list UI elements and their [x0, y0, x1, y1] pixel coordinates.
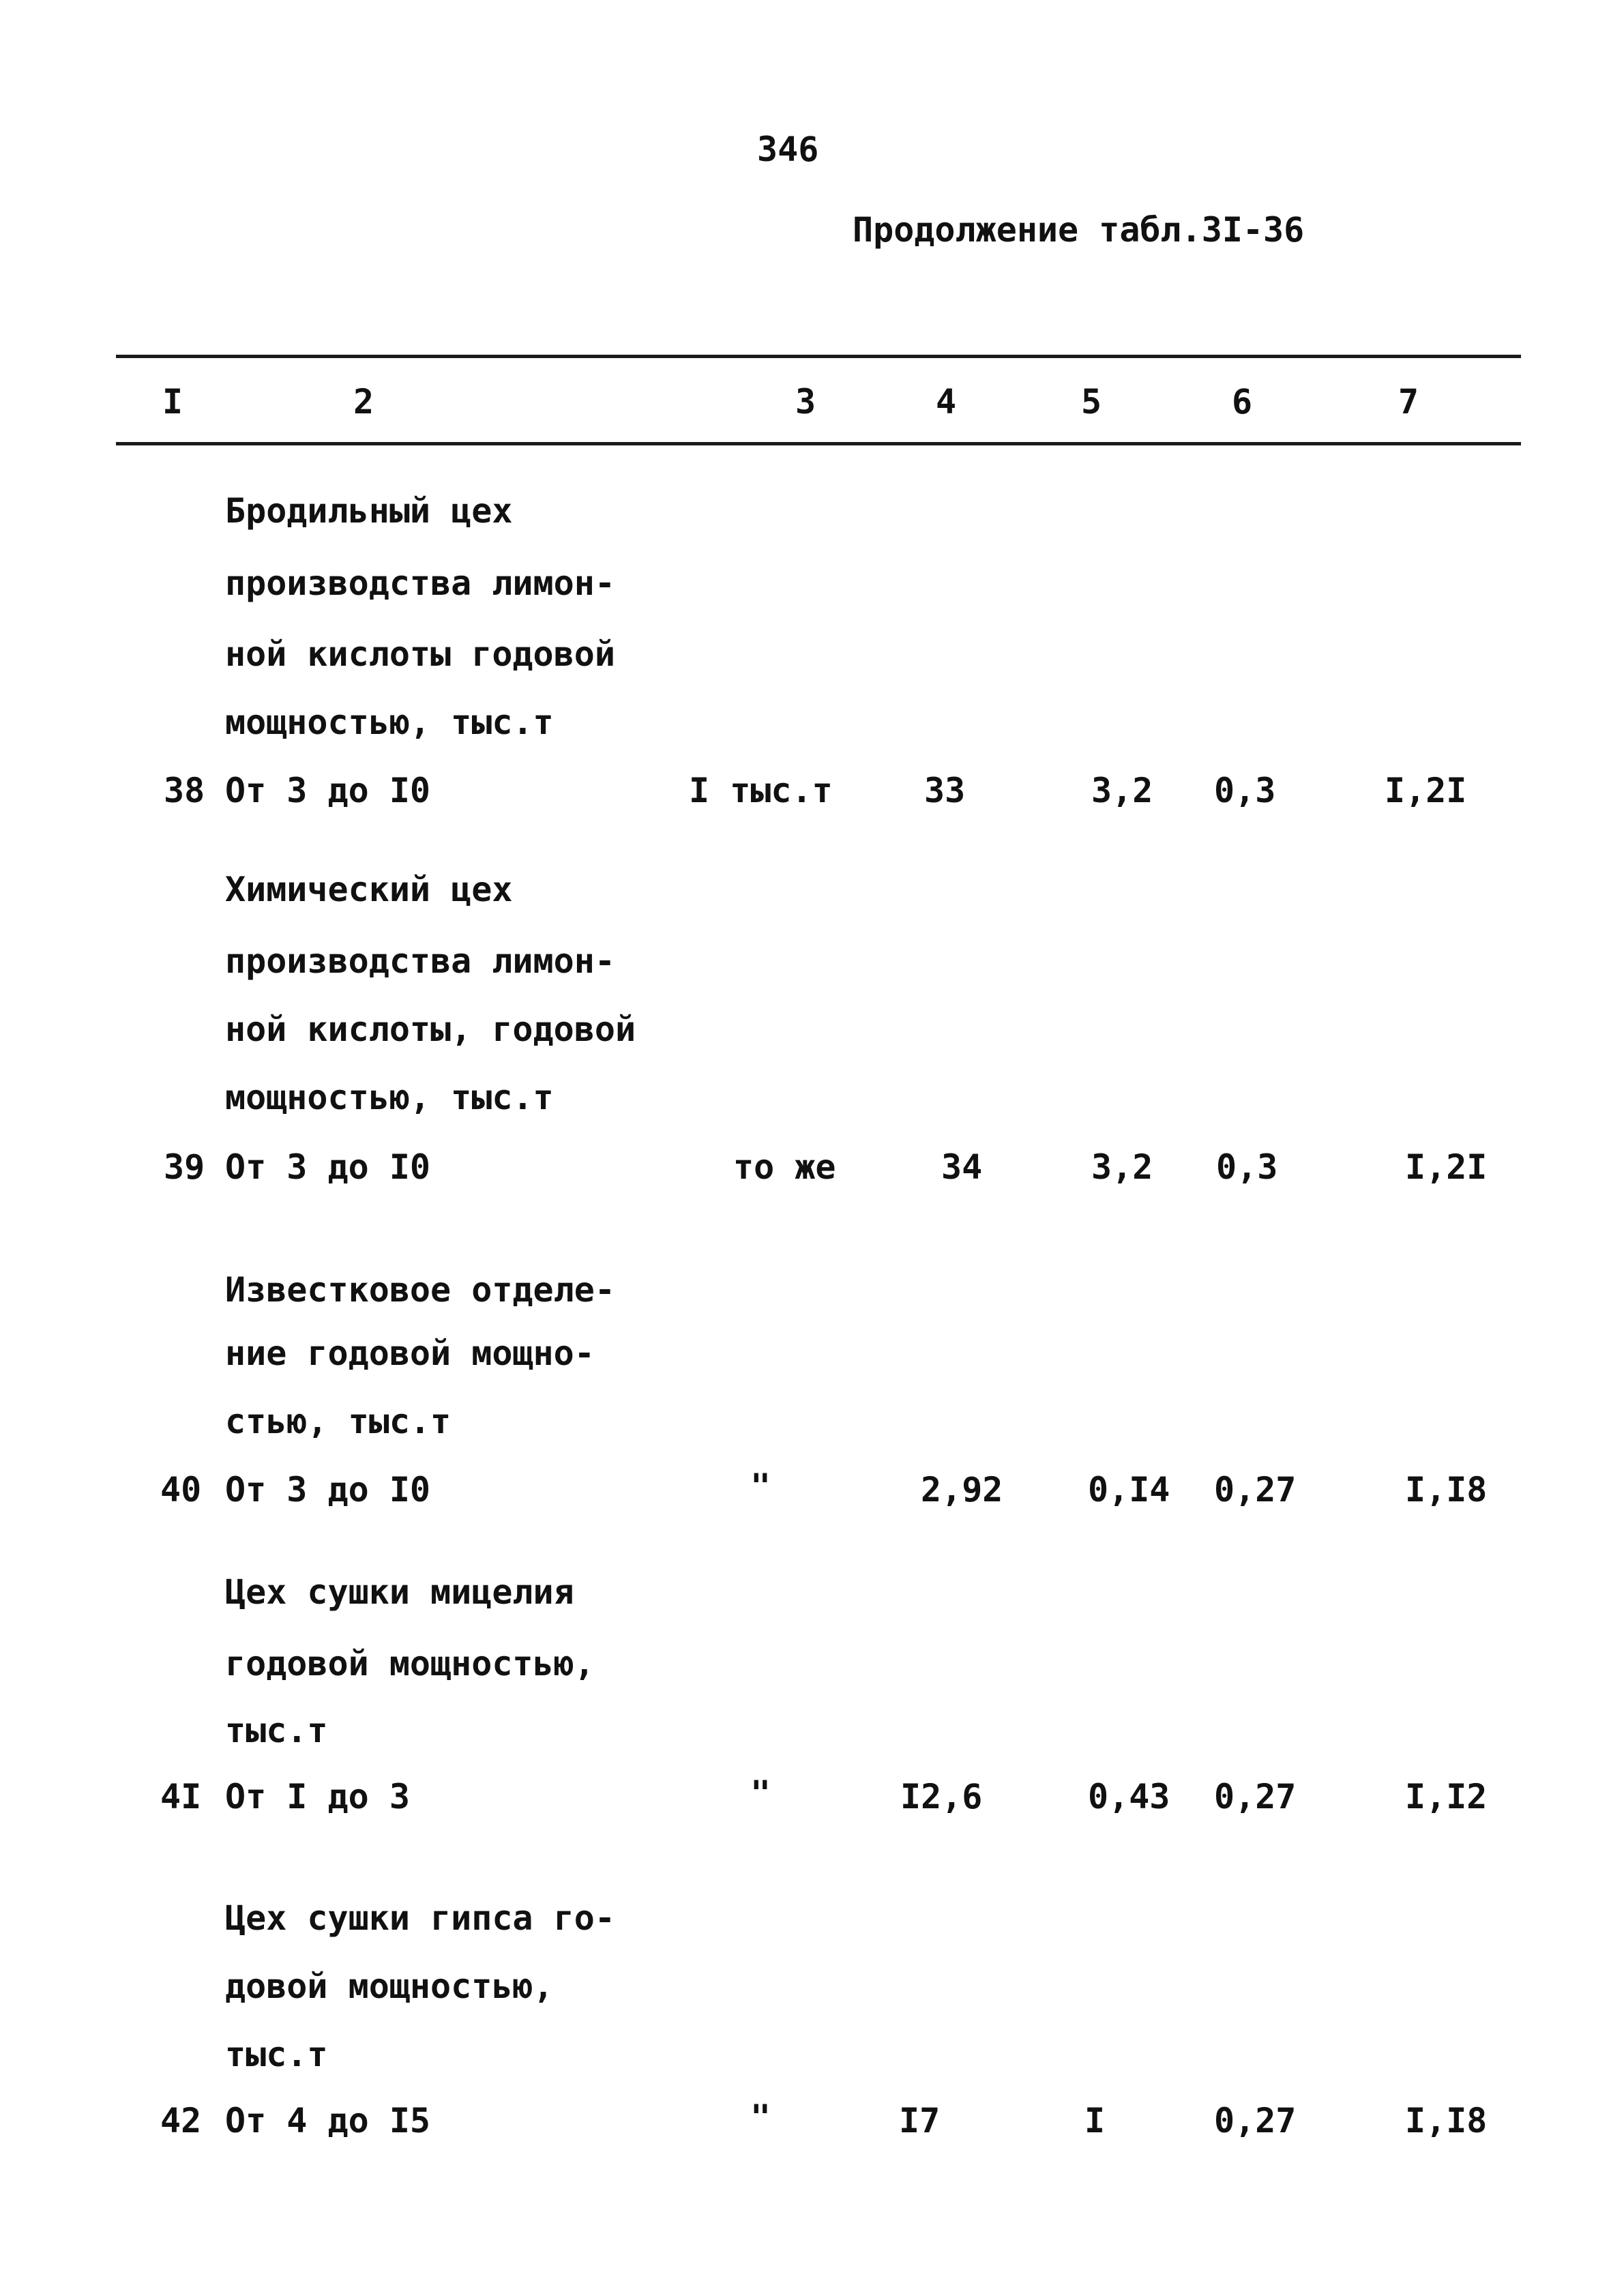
- row-col-4: I7: [899, 2101, 941, 2140]
- row-description-line: мощностью, тыс.т: [225, 1078, 554, 1117]
- row-description-line: Цех сушки гипса го-: [225, 1898, 615, 1938]
- row-col-7: I,I8: [1405, 1470, 1488, 1510]
- row-range: От I до 3: [225, 1777, 410, 1816]
- header-rule-bottom: [116, 442, 1521, 445]
- header-col-3: 3: [795, 382, 816, 422]
- row-description-line: ние годовой мощно-: [225, 1334, 595, 1373]
- row-description-line: производства лимон-: [225, 563, 615, 603]
- row-col-6: 0,27: [1214, 2101, 1297, 2140]
- row-col-7: I,I8: [1405, 2101, 1488, 2140]
- row-description-line: производства лимон-: [225, 941, 615, 981]
- row-number: 4I: [160, 1777, 202, 1816]
- row-col-6: 0,3: [1214, 771, 1276, 810]
- row-col-5: 3,2: [1091, 1147, 1153, 1187]
- row-description-line: Химический цех: [225, 870, 513, 909]
- row-description-line: тыс.т: [225, 2035, 328, 2074]
- row-col-6: 0,27: [1214, 1470, 1297, 1510]
- row-number: 42: [160, 2101, 202, 2140]
- row-description-line: Известковое отделе-: [225, 1270, 615, 1310]
- row-col-4: I2,6: [900, 1777, 983, 1816]
- row-unit: I тыс.т: [689, 771, 833, 810]
- row-description-line: Цех сушки мицелия: [225, 1572, 574, 1612]
- row-col-4: 34: [941, 1147, 983, 1187]
- row-description-line: мощностью, тыс.т: [225, 703, 554, 742]
- header-col-6: 6: [1232, 382, 1253, 422]
- row-col-5: 0,I4: [1088, 1470, 1170, 1510]
- row-number: 40: [160, 1470, 202, 1510]
- row-col-7: I,I2: [1405, 1777, 1488, 1816]
- continuation-title: Продолжение табл.3I-36: [853, 210, 1305, 250]
- page-number: 346: [757, 130, 819, 169]
- row-unit: то же: [733, 1147, 836, 1187]
- row-unit: ": [750, 1467, 771, 1506]
- row-col-7: I,2I: [1385, 771, 1467, 810]
- row-col-4: 2,92: [921, 1470, 1003, 1510]
- header-col-4: 4: [936, 382, 957, 422]
- row-col-5: I: [1084, 2101, 1106, 2140]
- row-number: 38: [164, 771, 205, 810]
- row-col-7: I,2I: [1405, 1147, 1488, 1187]
- row-description-line: Бродильный цех: [225, 491, 513, 531]
- row-col-6: 0,3: [1216, 1147, 1278, 1187]
- header-rule-top: [116, 355, 1521, 358]
- row-number: 39: [164, 1147, 205, 1187]
- row-description-line: довой мощностью,: [225, 1967, 554, 2006]
- row-col-5: 0,43: [1088, 1777, 1170, 1816]
- row-range: От 3 до I0: [225, 1147, 431, 1187]
- row-unit: ": [750, 1773, 771, 1813]
- row-range: От 3 до I0: [225, 1470, 431, 1510]
- header-col-2: 2: [353, 382, 374, 422]
- row-col-5: 3,2: [1091, 771, 1153, 810]
- row-description-line: тыс.т: [225, 1711, 328, 1750]
- row-description-line: ной кислоты годовой: [225, 634, 615, 674]
- row-col-6: 0,27: [1214, 1777, 1297, 1816]
- header-col-1: I: [162, 382, 183, 422]
- row-description-line: ной кислоты, годовой: [225, 1010, 636, 1049]
- row-range: От 3 до I0: [225, 771, 431, 810]
- row-col-4: 33: [924, 771, 966, 810]
- row-range: От 4 до I5: [225, 2101, 431, 2140]
- header-col-5: 5: [1081, 382, 1102, 422]
- row-description-line: годовой мощностью,: [225, 1644, 595, 1683]
- row-unit: ": [750, 2098, 771, 2137]
- header-col-7: 7: [1398, 382, 1419, 422]
- row-description-line: стью, тыс.т: [225, 1402, 452, 1441]
